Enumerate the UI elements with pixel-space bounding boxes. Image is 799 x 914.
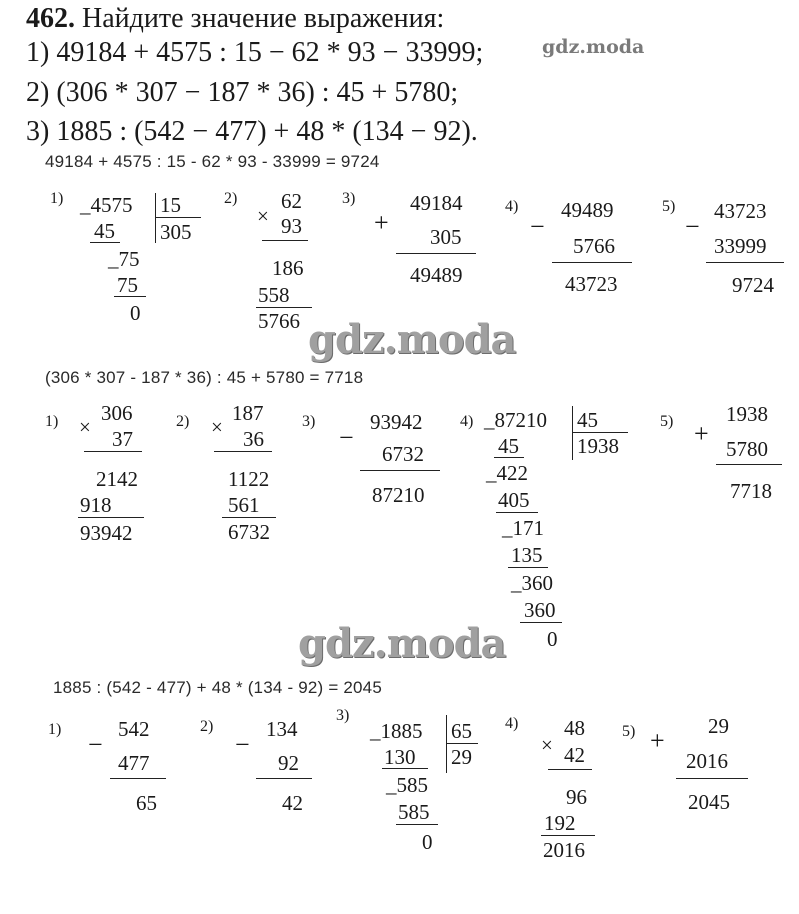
factor: 48 <box>564 716 585 740</box>
underline <box>676 778 748 779</box>
difference: 43723 <box>565 272 618 296</box>
remainder: 0 <box>547 627 558 651</box>
partial-product: 186 <box>272 256 304 280</box>
solution-2-equation: (306 * 307 - 187 * 36) : 45 + 5780 = 7718 <box>45 368 364 387</box>
operator-sign: × <box>211 415 223 439</box>
watermark: gdz.moda <box>298 620 506 667</box>
underline <box>256 307 312 308</box>
underline <box>548 769 592 770</box>
step-label: 5) <box>660 413 674 430</box>
operator-sign: − <box>235 730 250 759</box>
addend: 5780 <box>726 437 768 461</box>
underline <box>706 262 784 263</box>
difference: 9724 <box>732 273 774 297</box>
underline <box>262 240 308 241</box>
operator-sign: − <box>339 423 354 452</box>
subtrahend: 477 <box>118 751 150 775</box>
task-number: 462. <box>26 3 75 34</box>
product: 6732 <box>228 520 270 544</box>
factor: 93 <box>281 214 302 238</box>
quotient: 305 <box>160 220 192 244</box>
subtrahend: 92 <box>278 751 299 775</box>
division-underline <box>572 432 628 433</box>
underline <box>110 778 166 779</box>
underline <box>541 835 595 836</box>
addend: 2016 <box>686 749 728 773</box>
subtrahend: 6732 <box>382 442 424 466</box>
remainder: _75 <box>108 247 140 271</box>
task-item-1: 1) 49184 + 4575 : 15 − 62 * 93 − 33999; <box>26 37 484 68</box>
addend: 29 <box>708 714 729 738</box>
step-label: 4) <box>460 413 474 430</box>
remainder: _585 <box>386 773 428 797</box>
step-label: 1) <box>48 721 62 738</box>
partial-product: 2142 <box>96 467 138 491</box>
remainder: 0 <box>130 301 141 325</box>
underline <box>382 768 428 769</box>
operator-sign: × <box>257 204 269 228</box>
divisor: 15 <box>160 193 181 217</box>
partial-product: 558 <box>258 283 290 307</box>
subtrahend: 5766 <box>573 234 615 258</box>
factor: 306 <box>101 401 133 425</box>
subtrahend: 33999 <box>714 234 767 258</box>
underline <box>84 451 142 452</box>
step-label: 5) <box>622 723 636 740</box>
sum: 49489 <box>410 263 463 287</box>
underline <box>360 470 440 471</box>
remainder: _171 <box>502 516 544 540</box>
underline <box>496 512 538 513</box>
underline <box>114 296 146 297</box>
step-label: 2) <box>200 718 214 735</box>
division-bar <box>446 715 447 773</box>
sum: 7718 <box>730 479 772 503</box>
underline <box>396 824 438 825</box>
underline <box>552 262 632 263</box>
divisor: 65 <box>451 719 472 743</box>
difference: 65 <box>136 791 157 815</box>
operator-sign: − <box>685 212 700 241</box>
remainder: 0 <box>422 830 433 854</box>
operator-sign: + <box>374 208 389 237</box>
underline <box>256 778 312 779</box>
quotient: 1938 <box>577 434 619 458</box>
minuend: 43723 <box>714 199 767 223</box>
step-label: 3) <box>342 190 356 207</box>
operator-sign: × <box>541 733 553 757</box>
step-label: 1) <box>50 190 64 207</box>
product: 2016 <box>543 838 585 862</box>
division-underline <box>155 217 201 218</box>
watermark-small: gdz.moda <box>542 36 645 58</box>
task-item-2: 2) (306 * 307 − 187 * 36) : 45 + 5780; <box>26 77 459 108</box>
partial-product: 1122 <box>228 467 270 491</box>
operator-sign: × <box>79 415 91 439</box>
sum: 2045 <box>688 790 730 814</box>
subtrahend: 130 <box>384 745 416 769</box>
product: 93942 <box>80 521 133 545</box>
dividend: _87210 <box>484 408 547 432</box>
step-label: 5) <box>662 198 676 215</box>
division-bar <box>572 406 573 460</box>
subtrahend: 75 <box>117 273 138 297</box>
subtrahend: 405 <box>498 488 530 512</box>
operator-sign: − <box>530 212 545 241</box>
factor: 42 <box>564 743 585 767</box>
minuend: 49489 <box>561 198 614 222</box>
partial-product: 918 <box>80 493 112 517</box>
step-label: 3) <box>336 707 350 724</box>
remainder: _422 <box>486 461 528 485</box>
underline <box>520 622 562 623</box>
underline <box>716 464 782 465</box>
underline <box>508 567 548 568</box>
subtrahend: 360 <box>524 598 556 622</box>
underline <box>78 517 144 518</box>
operator-sign: + <box>694 419 709 448</box>
watermark: gdz.moda <box>308 316 516 363</box>
partial-product: 96 <box>566 785 587 809</box>
underline <box>396 253 476 254</box>
difference: 87210 <box>372 483 425 507</box>
task-heading <box>26 3 444 35</box>
underline <box>214 451 272 452</box>
divisor: 45 <box>577 408 598 432</box>
step-label: 3) <box>302 413 316 430</box>
minuend: 542 <box>118 717 150 741</box>
dividend: _4575 <box>80 193 133 217</box>
dividend: _1885 <box>370 719 423 743</box>
underline <box>222 517 276 518</box>
underline <box>90 242 120 243</box>
factor: 36 <box>243 427 264 451</box>
difference: 42 <box>282 791 303 815</box>
factor: 187 <box>232 401 264 425</box>
addend: 1938 <box>726 402 768 426</box>
product: 5766 <box>258 309 300 333</box>
operator-sign: − <box>88 730 103 759</box>
subtrahend: 45 <box>498 434 519 458</box>
partial-product: 561 <box>228 493 260 517</box>
division-bar <box>155 193 156 243</box>
task-item-3: 3) 1885 : (542 − 477) + 48 * (134 − 92). <box>26 116 478 147</box>
subtrahend: 135 <box>511 543 543 567</box>
minuend: 93942 <box>370 410 423 434</box>
step-label: 4) <box>505 715 519 732</box>
addend: 305 <box>430 225 462 249</box>
step-label: 2) <box>224 190 238 207</box>
factor: 62 <box>281 189 302 213</box>
solution-1-equation: 49184 + 4575 : 15 - 62 * 93 - 33999 = 9724 <box>45 152 380 171</box>
solution-3-equation: 1885 : (542 - 477) + 48 * (134 - 92) = 2045 <box>53 678 382 697</box>
subtrahend: 45 <box>94 219 115 243</box>
operator-sign: + <box>650 726 665 755</box>
quotient: 29 <box>451 745 472 769</box>
addend: 49184 <box>410 191 463 215</box>
step-label: 4) <box>505 198 519 215</box>
factor: 37 <box>112 427 133 451</box>
task-instruction: Найдите значение выражения: <box>82 3 445 34</box>
step-label: 1) <box>45 413 59 430</box>
remainder: _360 <box>511 571 553 595</box>
partial-product: 192 <box>544 811 576 835</box>
subtrahend: 585 <box>398 800 430 824</box>
underline <box>494 457 524 458</box>
division-underline <box>446 743 478 744</box>
step-label: 2) <box>176 413 190 430</box>
minuend: 134 <box>266 717 298 741</box>
